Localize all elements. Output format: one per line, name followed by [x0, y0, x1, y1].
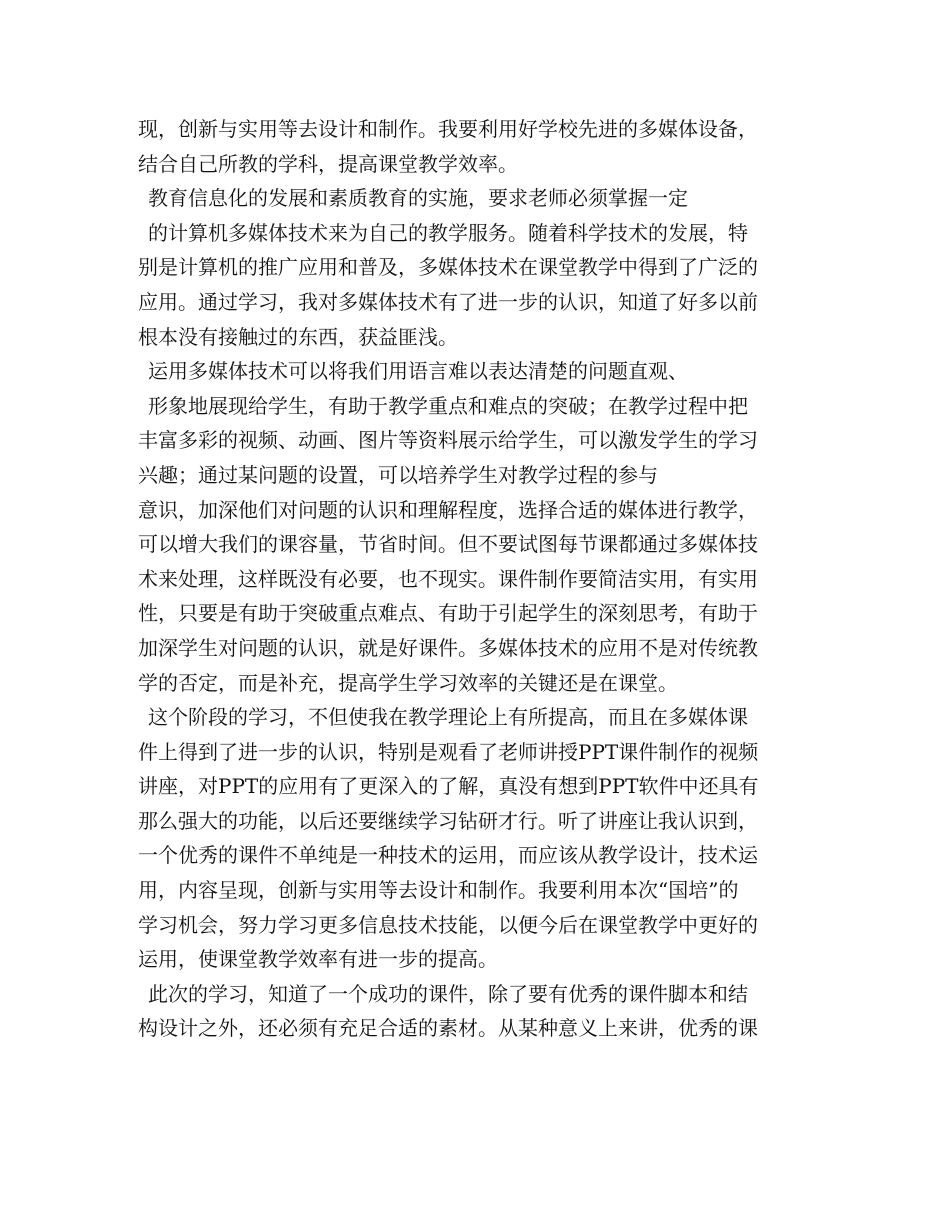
text-line: 形象地展现给学生，有助于教学重点和难点的突破；在教学过程中把: [148, 393, 748, 418]
text-line: 可以增大我们的课容量，节省时间。但不要试图每节课都通过多媒体技: [138, 532, 758, 557]
text-line: 性，只要是有助于突破重点难点、有助于引起学生的深刻思考，有助于: [138, 601, 758, 626]
text-line: 意识，加深他们对问题的认识和理解程度，选择合适的媒体进行教学，: [138, 497, 758, 522]
text-line: 件上得到了进一步的认识，特别是观看了老师讲授PPT课件制作的视频: [138, 739, 759, 764]
text-line: 构设计之外，还必须有充足合适的素材。从某种意义上来讲，优秀的课: [138, 1016, 758, 1041]
text-line: 教育信息化的发展和素质教育的实施，要求老师必须掌握一定: [148, 186, 688, 211]
text-line: 别是计算机的推广应用和普及，多媒体技术在课堂教学中得到了广泛的: [138, 255, 758, 280]
text-line: 讲座，对PPT的应用有了更深入的了解，真没有想到PPT软件中还具有: [138, 774, 759, 799]
text-line: 用，内容呈现，创新与实用等去设计和制作。我要利用本次“国培”的: [138, 878, 739, 903]
text-line: 一个优秀的课件不单纯是一种技术的运用，而应该从教学设计，技术运: [138, 843, 758, 868]
text-line: 现，创新与实用等去设计和制作。我要利用好学校先进的多媒体设备，: [138, 117, 758, 141]
text-line: 结合自己所教的学科，提高课堂教学效率。: [138, 151, 518, 176]
text-line: 加深学生对问题的认识，就是好课件。多媒体技术的应用不是对传统教: [138, 635, 758, 660]
text-line: 兴趣；通过某问题的设置，可以培养学生对教学过程的参与: [138, 462, 658, 487]
text-line: 那么强大的功能，以后还要继续学习钻研才行。听了讲座让我认识到，: [138, 808, 758, 833]
text-line: 根本没有接触过的东西，获益匪浅。: [138, 324, 458, 349]
text-line: 学习机会，努力学习更多信息技术技能，以便今后在课堂教学中更好的: [138, 912, 758, 937]
text-line: 学的否定，而是补充，提高学生学习效率的关键还是在课堂。: [138, 670, 678, 695]
text-line: 运用，使课堂教学效率有进一步的提高。: [138, 947, 498, 972]
text-line: 应用。通过学习，我对多媒体技术有了进一步的认识，知道了好多以前: [138, 289, 758, 314]
text-line: 的计算机多媒体技术来为自己的教学服务。随着科学技术的发展，特: [148, 220, 748, 245]
document-body: [138, 112, 818, 1046]
text-line: 此次的学习，知道了一个成功的课件，除了要有优秀的课件脚本和结: [148, 981, 748, 1006]
text-line: 运用多媒体技术可以将我们用语言难以表达清楚的问题直观、: [148, 359, 688, 384]
text-line: 这个阶段的学习，不但使我在教学理论上有所提高，而且在多媒体课: [148, 705, 748, 730]
text-line: 术来处理，这样既没有必要，也不现实。课件制作要简洁实用，有实用: [138, 566, 758, 591]
text-line: 丰富多彩的视频、动画、图片等资料展示给学生，可以激发学生的学习: [138, 428, 758, 453]
